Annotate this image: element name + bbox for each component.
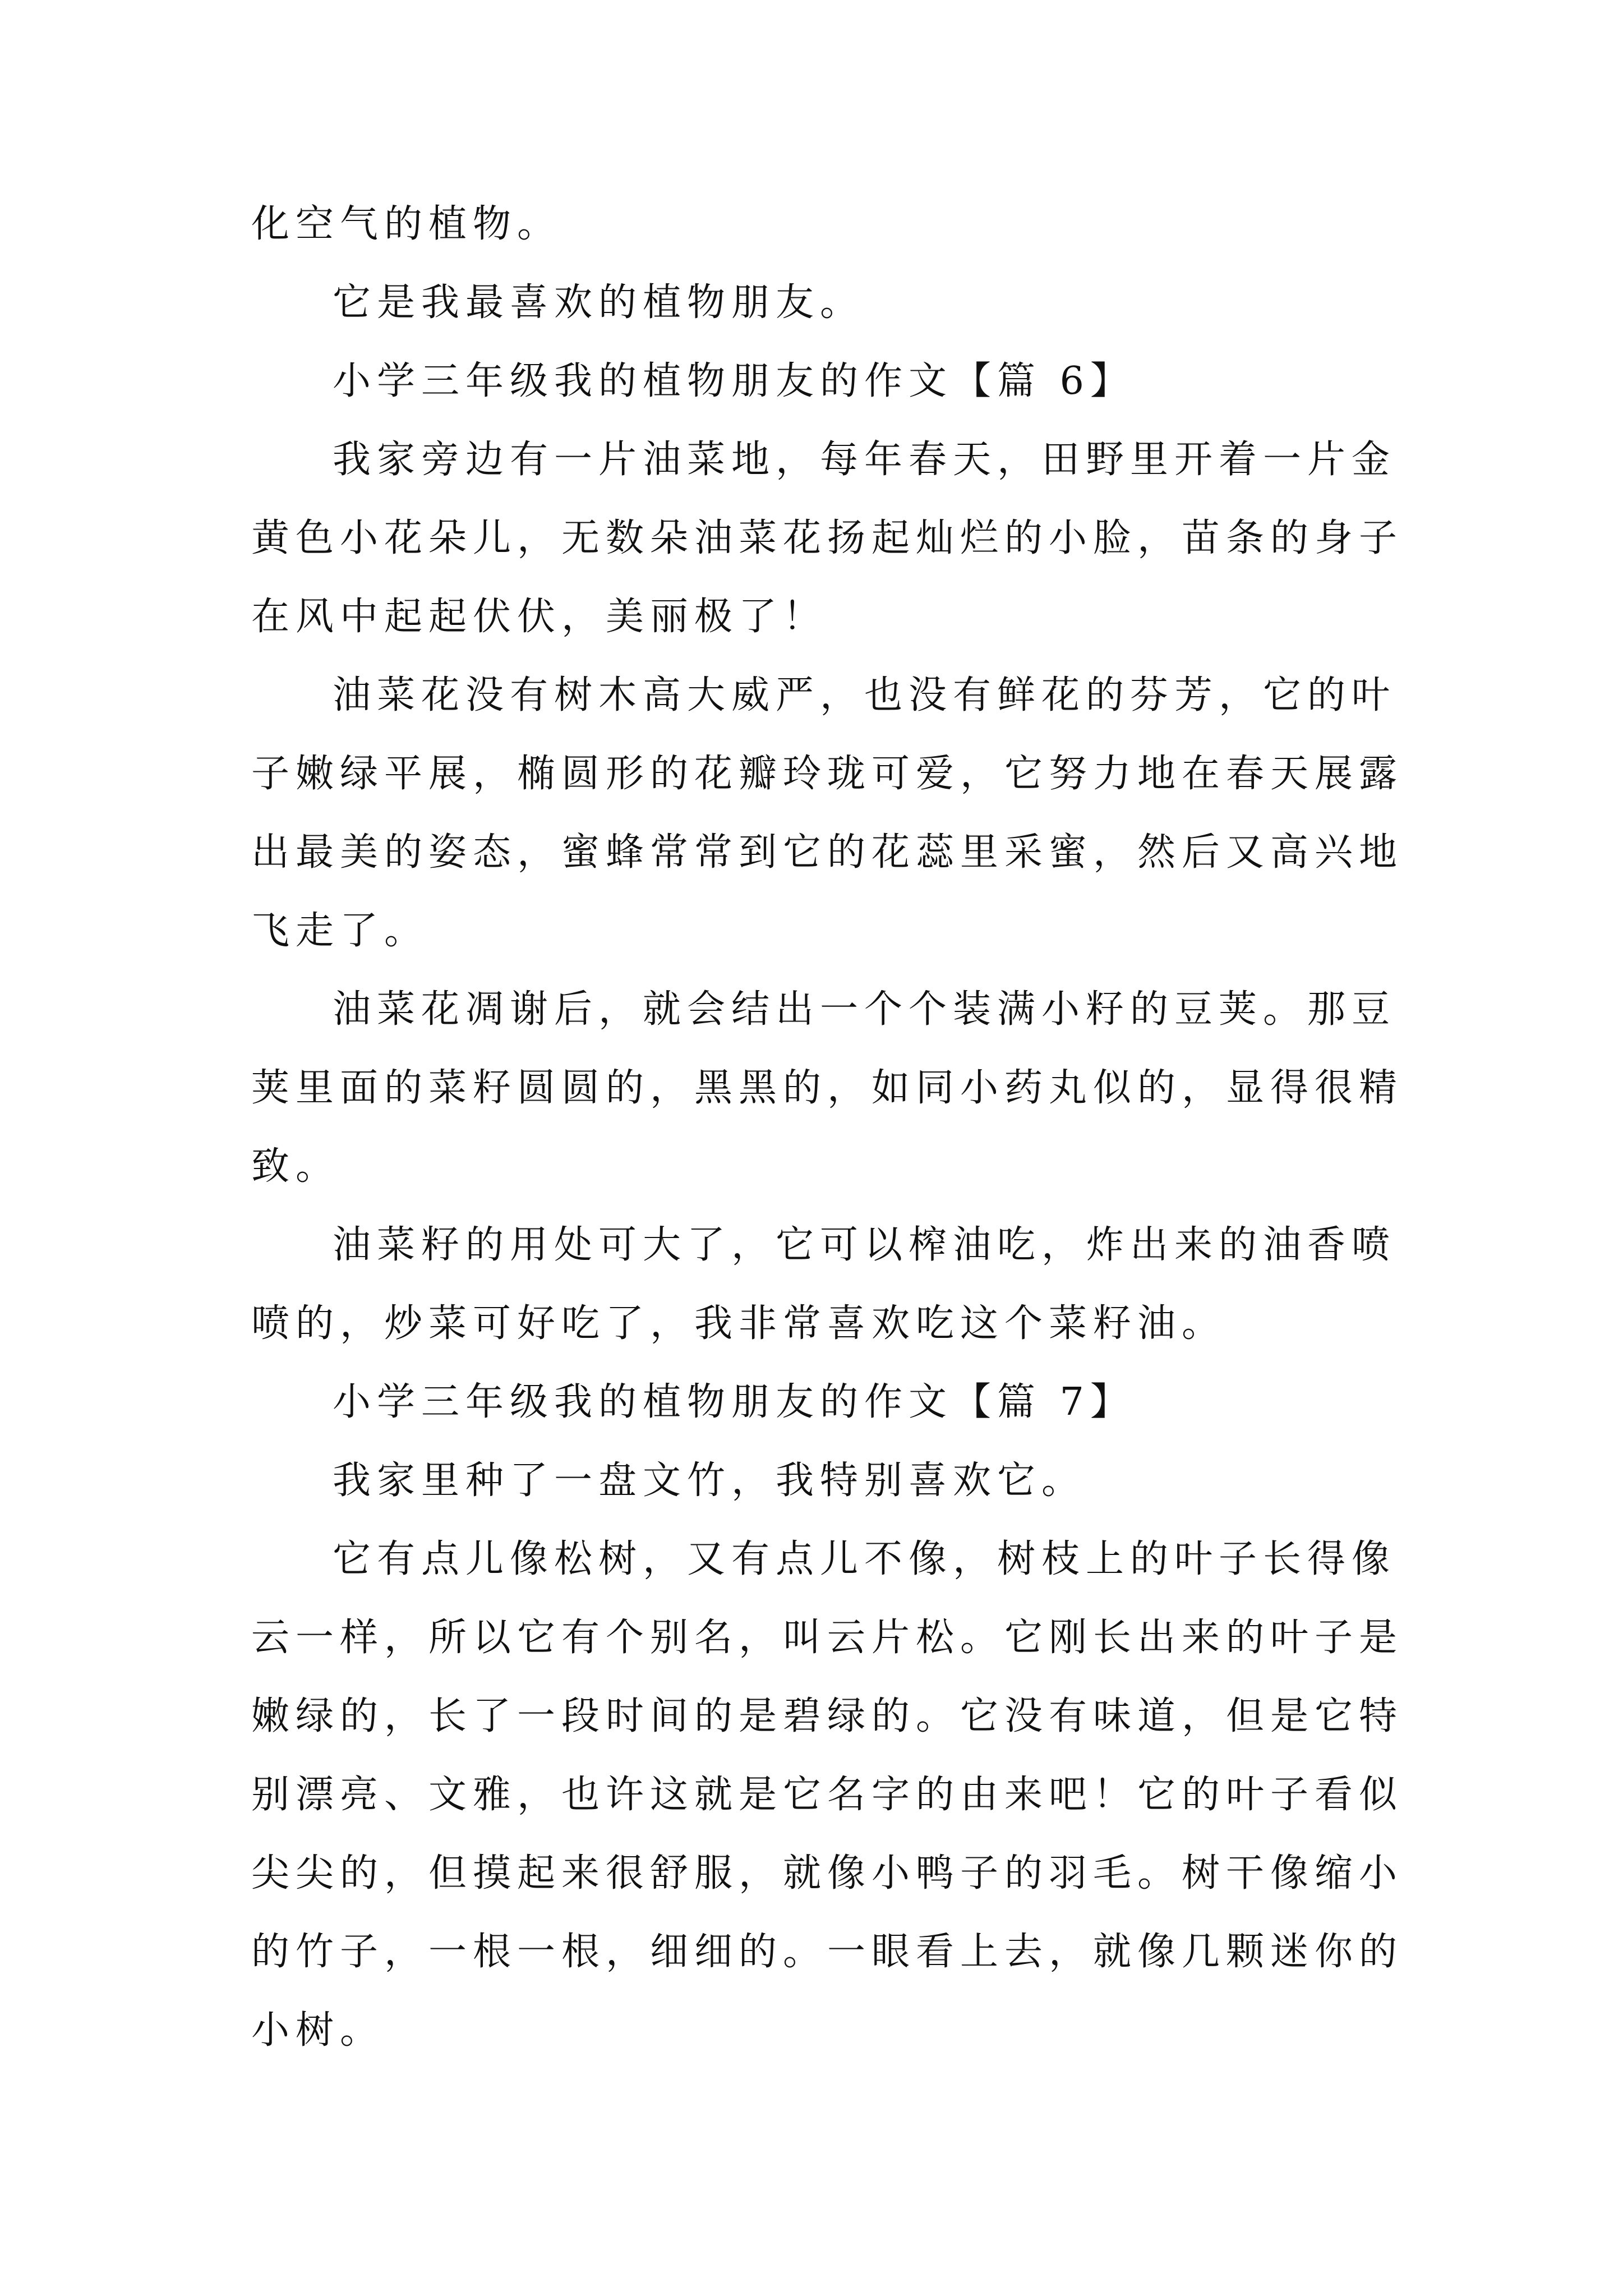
text-line: 出最美的姿态，蜜蜂常常到它的花蕊里采蜜，然后又高兴地 [251, 830, 1404, 875]
text-line: 油菜籽的用处可大了，它可以榨油吃，炸出来的油香喷 [333, 1223, 1396, 1267]
text-line: 油菜花凋谢后，就会结出一个个装满小籽的豆荚。那豆 [333, 987, 1396, 1032]
text-line: 它是我最喜欢的植物朋友。 [333, 280, 865, 325]
text-line: 我家旁边有一片油菜地，每年春天，田野里开着一片金 [333, 438, 1396, 482]
section-heading-7: 小学三年级我的植物朋友的作文【篇 7】 [333, 1380, 1135, 1424]
text-line: 在风中起起伏伏，美丽极了！ [251, 595, 828, 639]
text-line: 致。 [251, 1144, 340, 1189]
text-line: 云一样，所以它有个别名，叫云片松。它刚长出来的叶子是 [251, 1616, 1404, 1660]
text-line: 喷的，炒菜可好吃了，我非常喜欢吃这个菜籽油。 [251, 1301, 1227, 1346]
text-line: 我家里种了一盘文竹，我特别喜欢它。 [333, 1458, 1086, 1503]
text-line: 黄色小花朵儿，无数朵油菜花扬起灿烂的小脸，苗条的身子 [251, 516, 1404, 560]
text-line: 尖尖的，但摸起来很舒服，就像小鸭子的羽毛。树干像缩小 [251, 1851, 1404, 1895]
text-line: 嫩绿的，长了一段时间的是碧绿的。它没有味道，但是它特 [251, 1694, 1404, 1738]
text-line: 小树。 [251, 2008, 385, 2053]
text-line: 化空气的植物。 [251, 202, 562, 246]
text-line: 它有点儿像松树，又有点儿不像，树枝上的叶子长得像 [333, 1537, 1396, 1581]
section-heading-6: 小学三年级我的植物朋友的作文【篇 6】 [333, 359, 1135, 403]
text-line: 别漂亮、文雅，也许这就是它名字的由来吧！它的叶子看似 [251, 1773, 1404, 1817]
text-line: 子嫩绿平展，椭圆形的花瓣玲珑可爱，它努力地在春天展露 [251, 752, 1404, 796]
text-line: 的竹子，一根一根，细细的。一眼看上去，就像几颗迷你的 [251, 1930, 1404, 1974]
text-line: 油菜花没有树木高大威严，也没有鲜花的芬芳，它的叶 [333, 673, 1396, 717]
text-line: 荚里面的菜籽圆圆的，黑黑的，如同小药丸似的，显得很精 [251, 1066, 1404, 1110]
text-line: 飞走了。 [251, 909, 429, 953]
